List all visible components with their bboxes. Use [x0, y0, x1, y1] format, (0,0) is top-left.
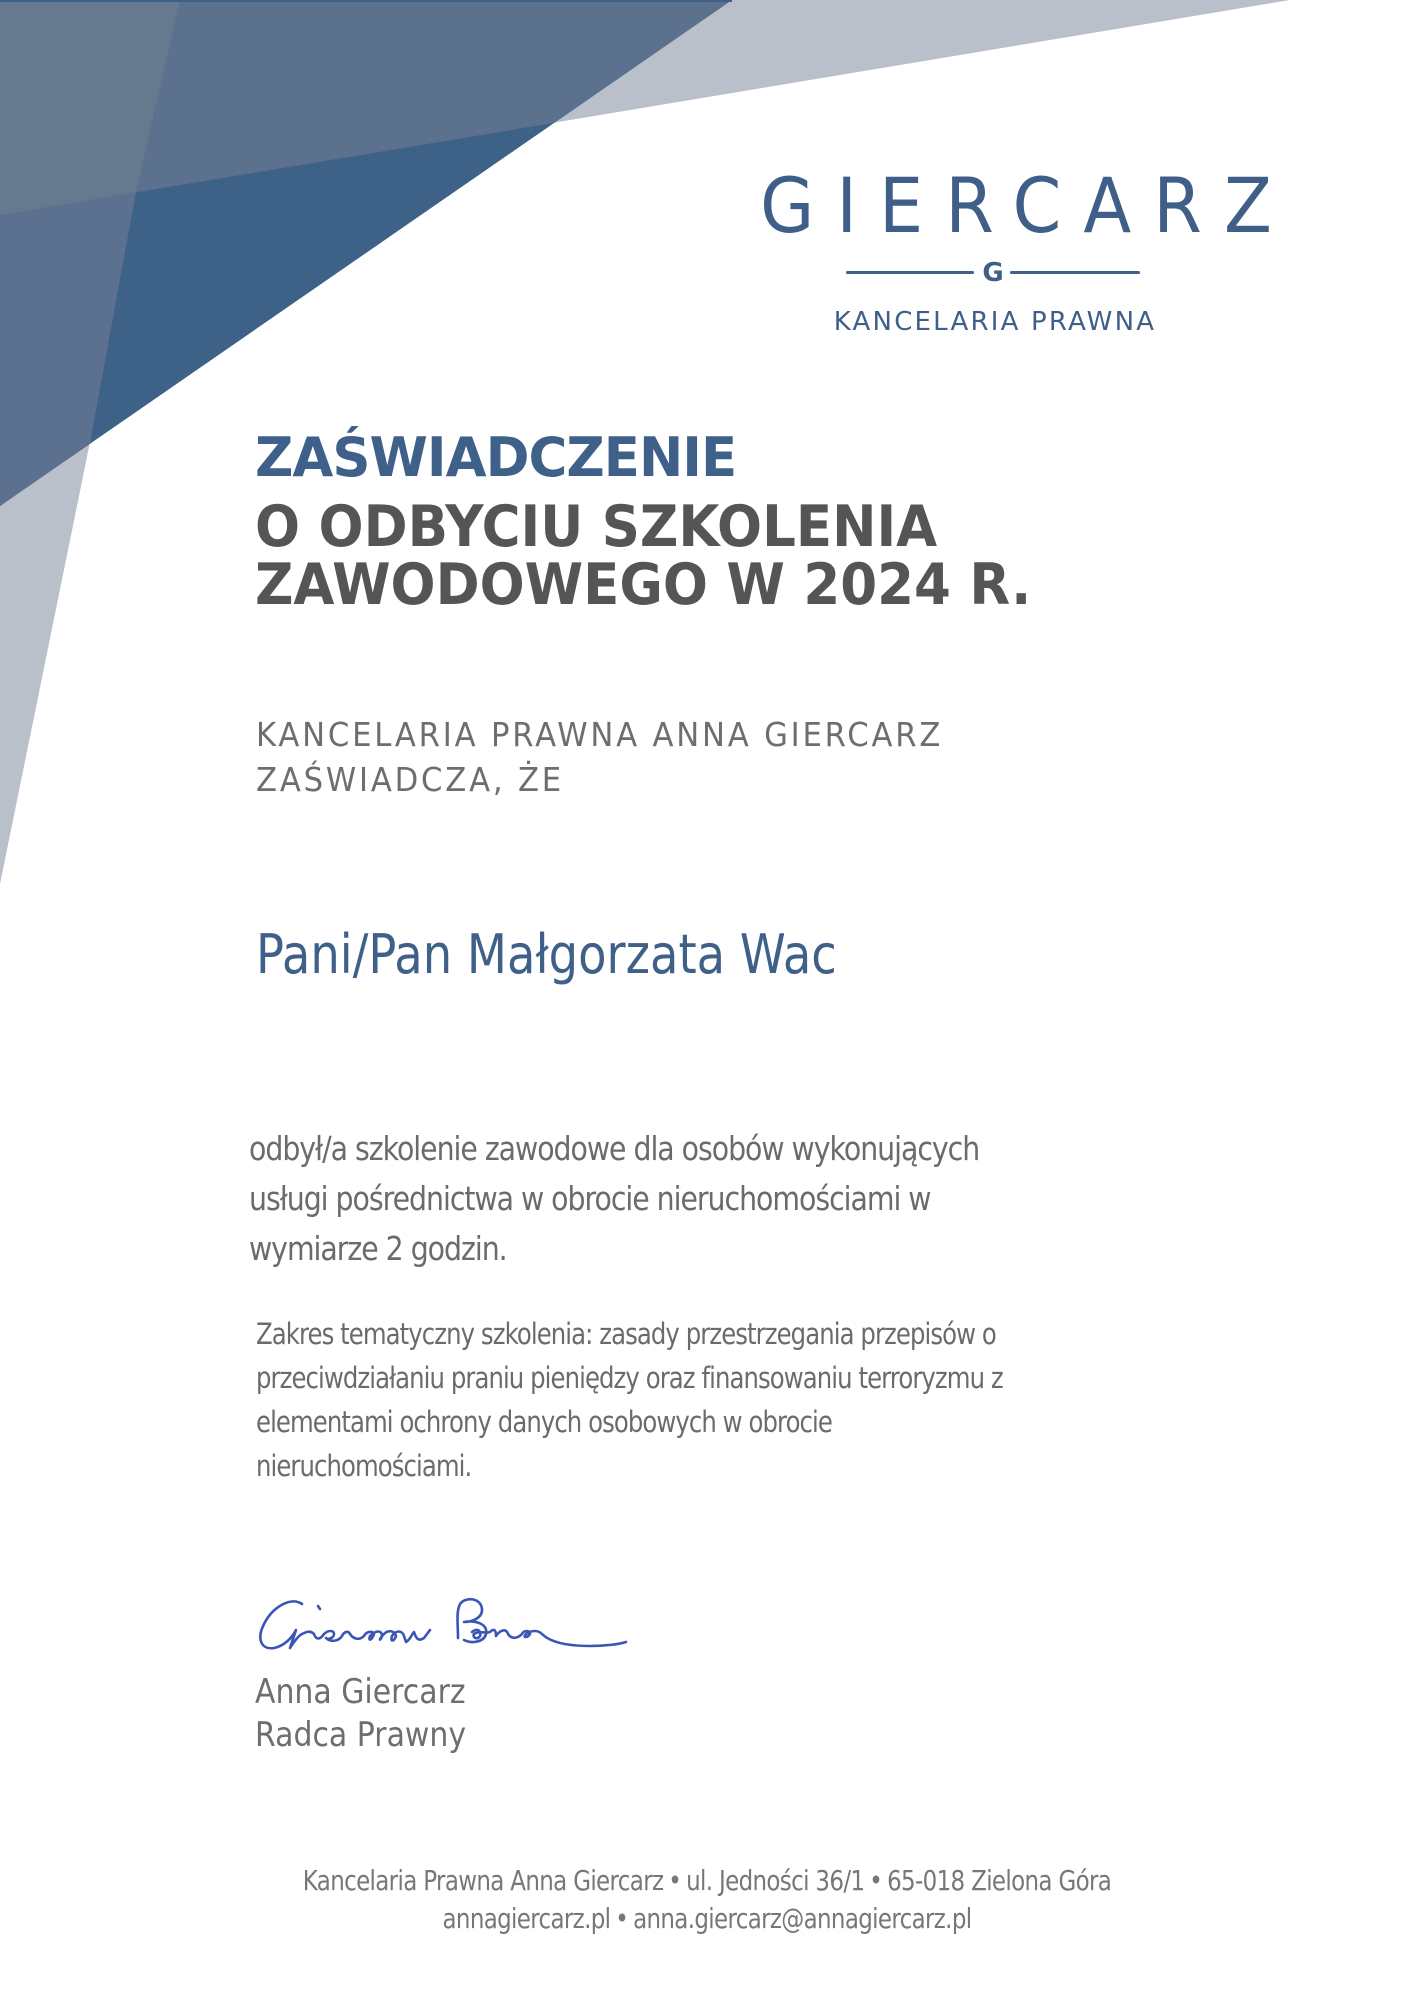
logo-subtitle: KANCELARIA PRAWNA	[833, 307, 1157, 337]
logo-wordmark: GIERCARZ	[760, 161, 1294, 250]
training-scope-paragraph	[256, 1312, 1146, 1488]
certifying-statement-line-2: ZAŚWIADCZA, ŻE	[256, 760, 564, 799]
training-completion-paragraph	[249, 1124, 1161, 1274]
logo-monogram-rule	[846, 258, 1140, 288]
footer-contact	[0, 1862, 1414, 1938]
footer-website-link[interactable]: annagiercarz.pl	[442, 1902, 611, 1935]
signatory-role: Radca Prawny	[255, 1715, 467, 1755]
logo-rule-right	[1010, 271, 1140, 274]
certificate-subtitle-line-2: ZAWODOWEGO W 2024 R.	[255, 552, 1032, 618]
footer-web-row	[127, 1900, 1286, 1938]
footer-email-link[interactable]: anna.giercarz@annagiercarz.pl	[633, 1902, 972, 1935]
bullet-separator-icon: •	[869, 1864, 883, 1897]
certificate-title: ZAŚWIADCZENIE	[255, 426, 737, 489]
paragraph-line: elementami ochrony danych osobowych w obrocie	[256, 1405, 832, 1439]
footer-company: Kancelaria Prawna Anna Giercarz	[302, 1864, 664, 1897]
certifying-statement-line-1: KANCELARIA PRAWNA ANNA GIERCARZ	[256, 715, 944, 754]
paragraph-line: Zakres tematyczny szkolenia: zasady przestrzegania przepisów o	[256, 1317, 996, 1351]
paragraph-line: odbył/a szkolenie zawodowe dla osobów wykonujących	[249, 1129, 980, 1168]
signatory-name: Anna Giercarz	[255, 1672, 466, 1712]
certifying-statement	[256, 712, 943, 802]
recipient-name: Pani/Pan Małgorzata Wac	[256, 923, 837, 986]
signature-icon	[250, 1590, 630, 1665]
logo-rule-left	[846, 271, 974, 274]
paragraph-line: nieruchomościami.	[256, 1449, 472, 1483]
bullet-separator-icon: •	[615, 1902, 629, 1935]
paragraph-line: przeciwdziałaniu praniu pieniędzy oraz finansowaniu terroryzmu z	[256, 1361, 1003, 1395]
certificate-subtitle	[255, 494, 1032, 618]
paragraph-line: usługi pośrednictwa w obrocie nieruchomościami w	[249, 1179, 931, 1218]
footer-street: ul. Jedności 36/1	[686, 1864, 865, 1897]
footer-address-row	[127, 1862, 1286, 1900]
logo-monogram-icon: G	[982, 258, 1004, 288]
paragraph-line: wymiarze 2 godzin.	[249, 1229, 507, 1268]
certificate-subtitle-line-1: O ODBYCIU SZKOLENIA	[255, 494, 938, 560]
bullet-separator-icon: •	[668, 1864, 682, 1897]
footer-city: 65-018 Zielona Góra	[887, 1864, 1112, 1897]
